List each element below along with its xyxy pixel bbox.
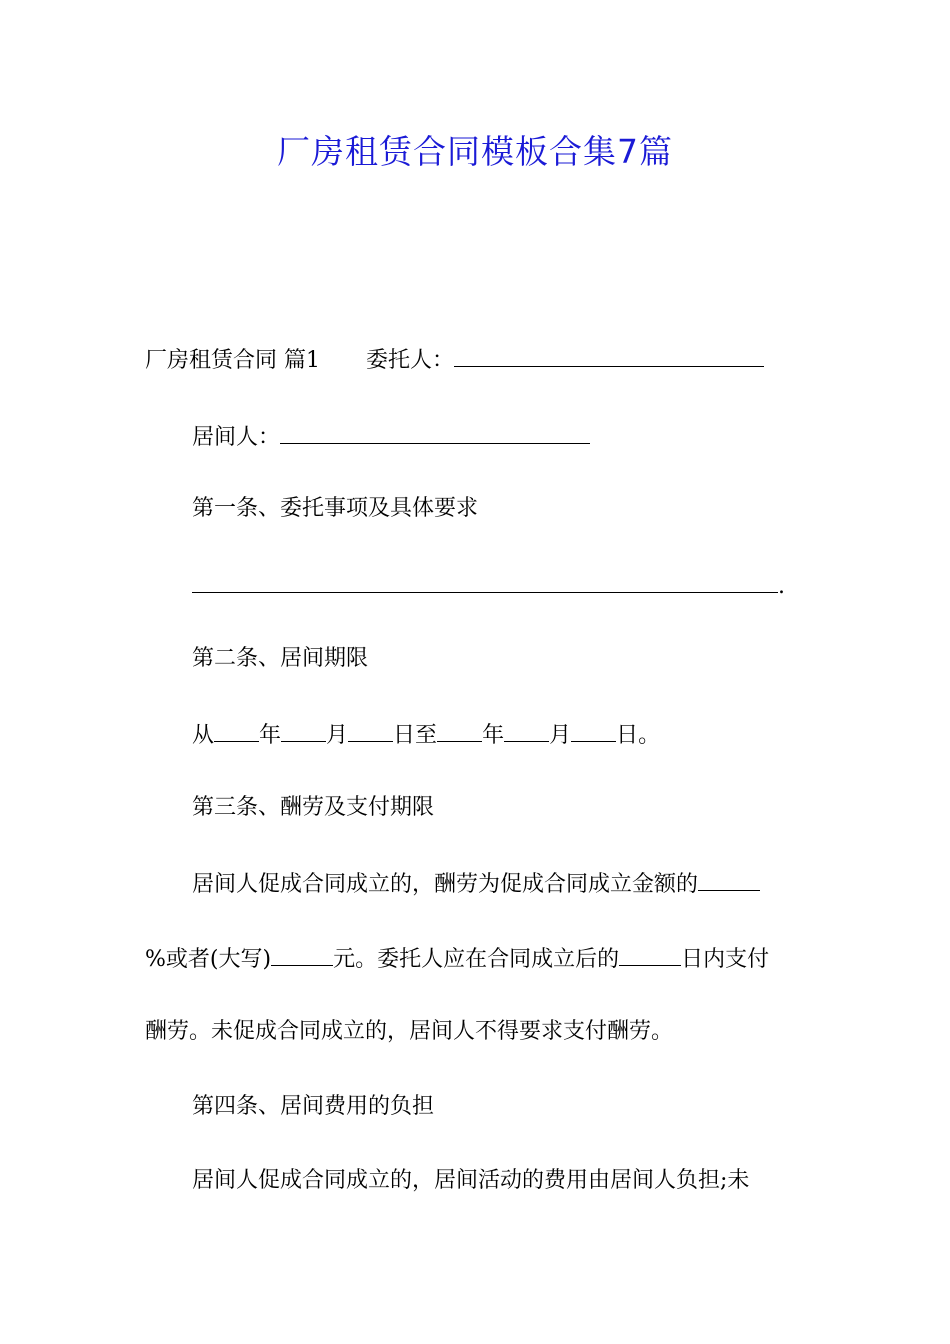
contract-header-line [145,344,764,376]
period-day1-to: 日至 [393,723,438,748]
article4-heading: 第四条、居间费用的负担 [192,1094,435,1119]
section-label: 厂房租赁合同 篇1 [145,348,320,373]
blank [348,719,393,742]
period-year2: 年 [482,723,505,748]
article4-line1: 居间人促成合同成立的，居间活动的费用由居间人负担;未 [192,1168,750,1193]
article1-end: . [778,574,785,599]
period-year1: 年 [259,723,282,748]
blank [281,719,326,742]
article2-heading: 第二条、居间期限 [192,646,369,671]
period-from: 从 [192,723,215,748]
period-month2: 月 [549,723,572,748]
article1-fill-line [192,570,785,602]
article3-line2 [145,943,769,975]
broker-line [192,421,590,453]
days-blank [619,943,681,966]
article3-text1: 居间人促成合同成立的，酬劳为促成合同成立金额的 [192,872,699,897]
document-title: 厂房租赁合同模板合集7篇 [277,132,673,171]
blank [214,719,259,742]
article3-line1 [192,868,760,900]
article3-text2c: 日内支付 [681,947,770,972]
article3-text2a: %或者(大写) [145,947,272,972]
article1-heading: 第一条、委托事项及具体要求 [192,496,479,521]
client-blank [454,344,764,367]
period-line [192,719,660,751]
client-label: 委托人： [366,348,455,373]
percent-blank [698,868,760,891]
period-month1: 月 [326,723,349,748]
broker-label: 居间人： [192,425,281,450]
period-day2-end: 日。 [616,723,661,748]
article3-heading: 第三条、酬劳及支付期限 [192,795,435,820]
blank [504,719,549,742]
article3-text2b: 元。委托人应在合同成立后的 [333,947,620,972]
blank [571,719,616,742]
article3-line3: 酬劳。未促成合同成立的，居间人不得要求支付酬劳。 [145,1019,674,1044]
broker-blank [280,421,590,444]
article1-blank [192,570,778,593]
blank [437,719,482,742]
amount-blank [271,943,333,966]
